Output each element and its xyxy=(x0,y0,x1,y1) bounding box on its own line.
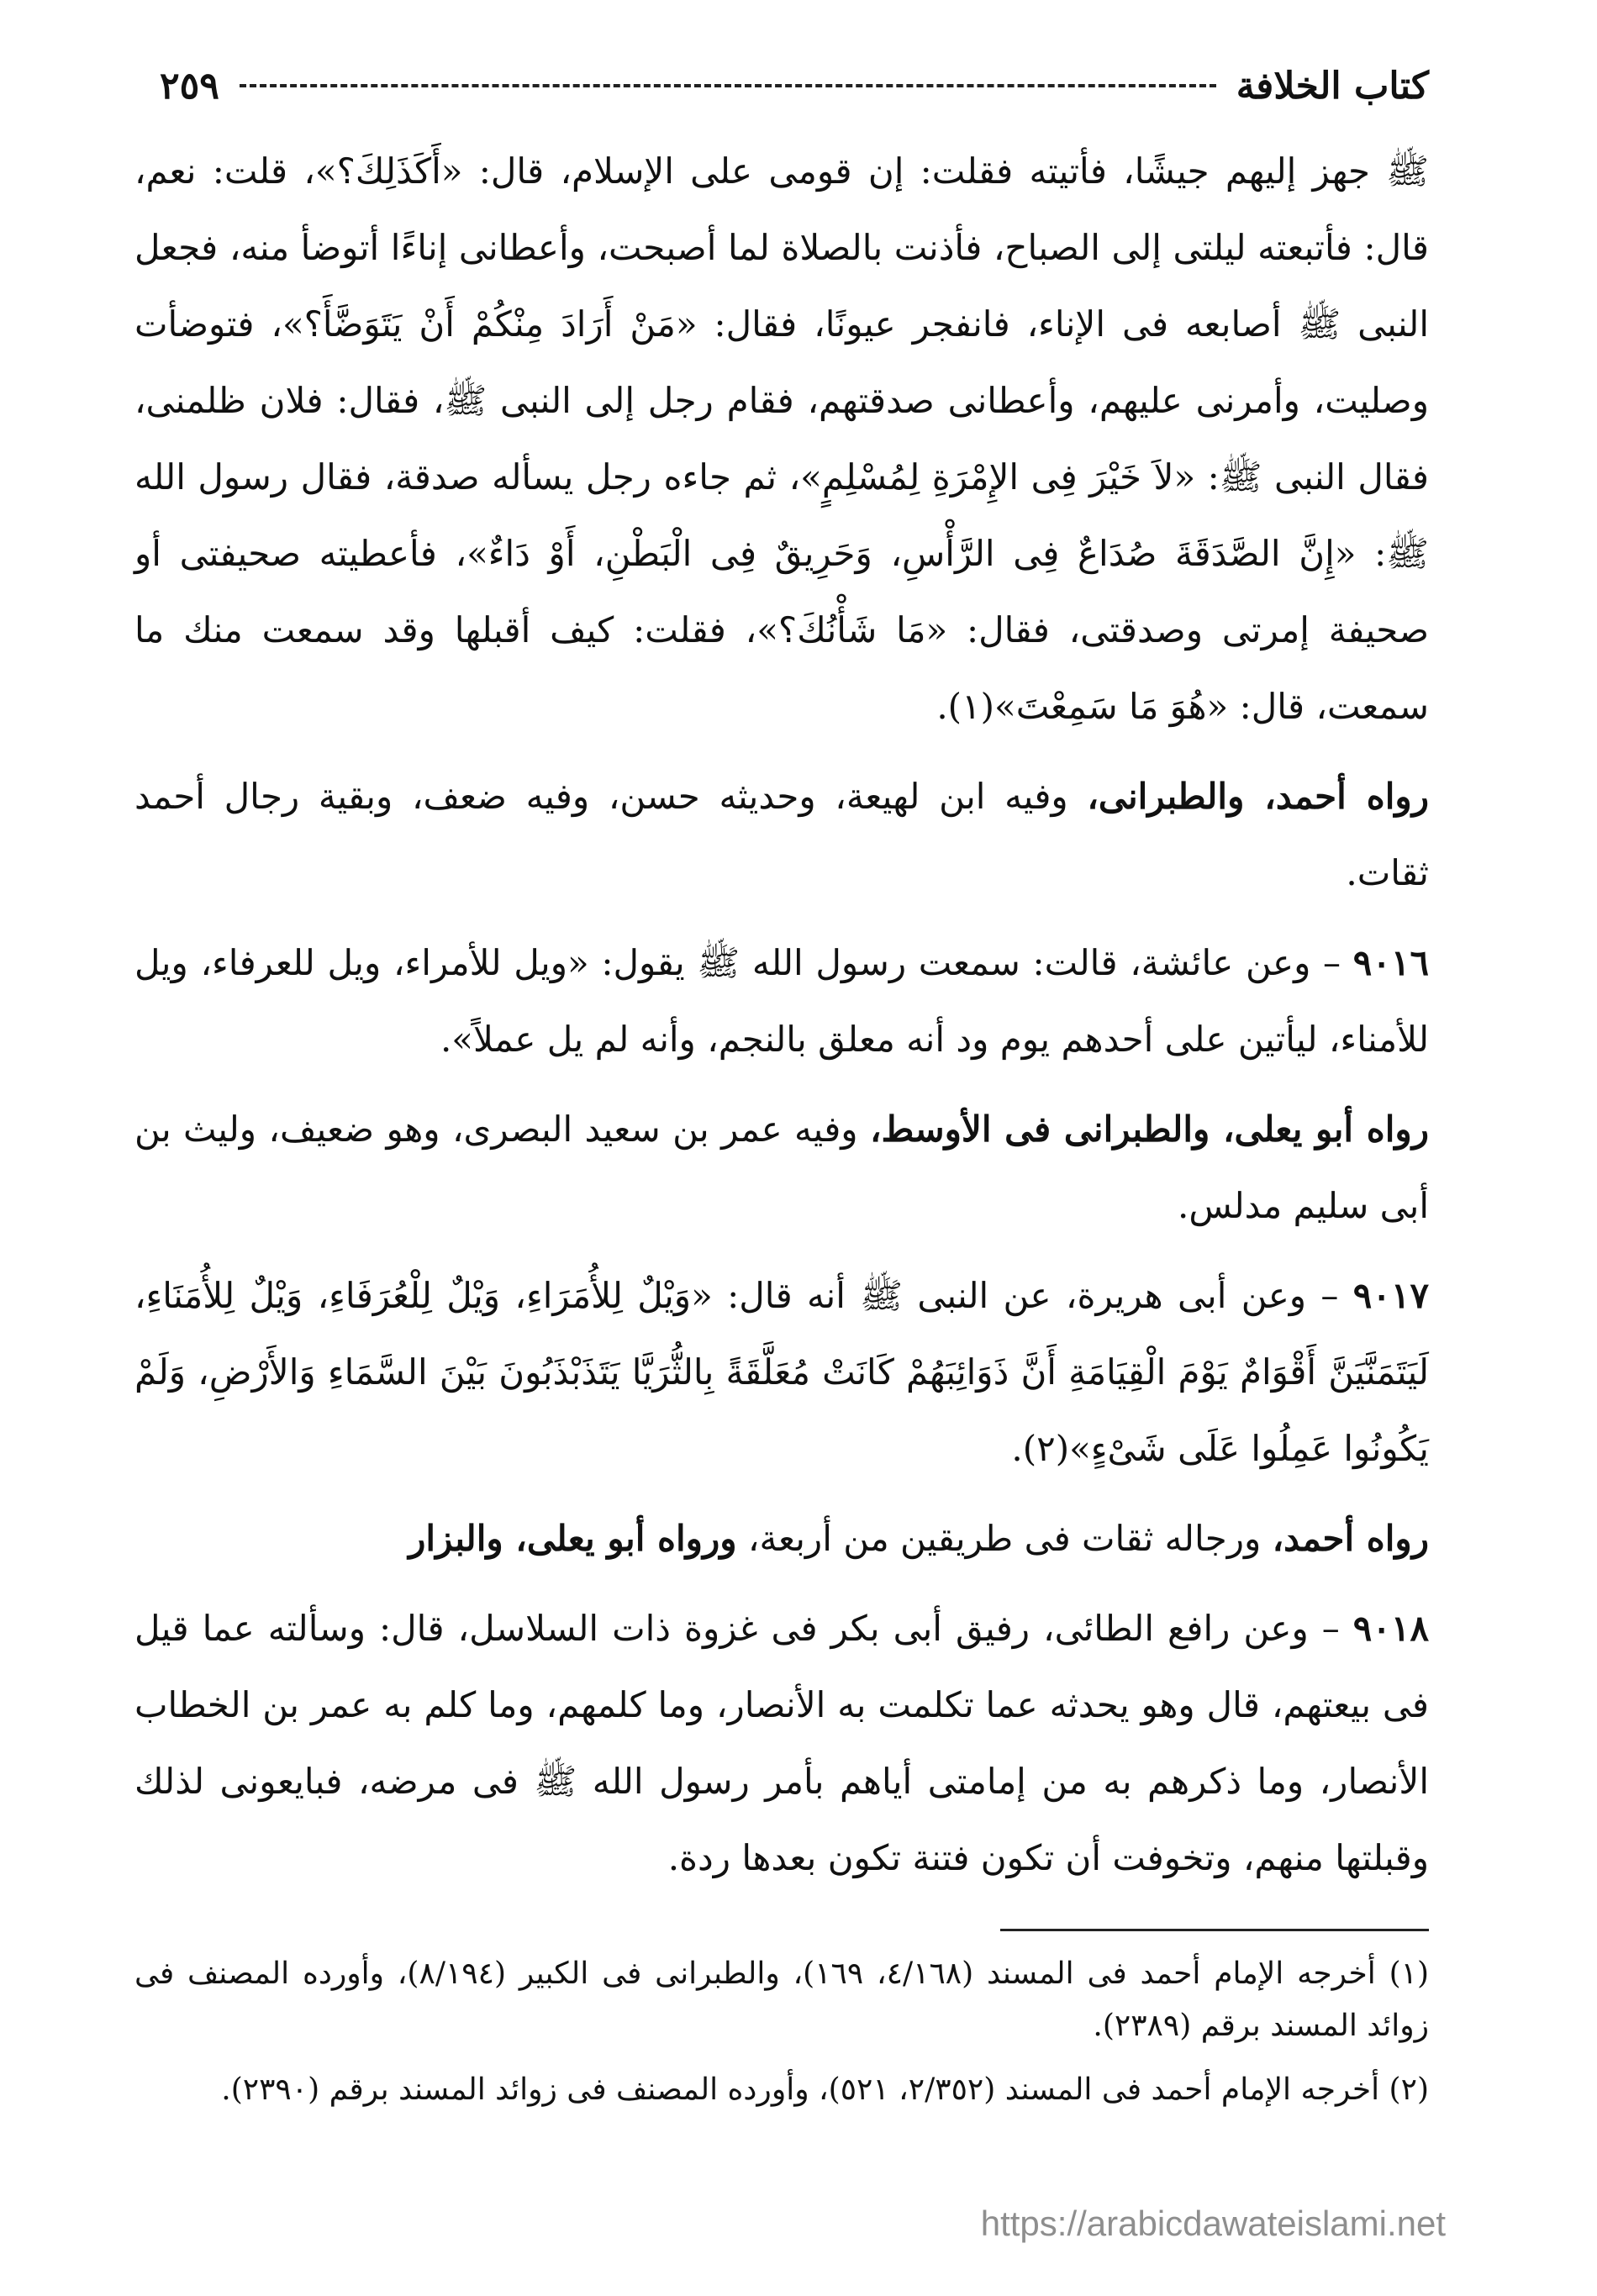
source-attribution-2: ورواه أبو يعلى، والبزار xyxy=(408,1518,737,1559)
site-watermark: https://arabicdawateislami.net xyxy=(980,2204,1446,2243)
text-line: ﷺ جهز إليهم جيشًا، فأتيته فقلت: إن قومى على الإسلام، قال: «أَكَذَلِكَ؟»، قلت: xyxy=(196,150,1429,192)
text-line: نعم، قال: فأتبعته ليلتى إلى الصباح، فأذنت بالصلاة لما أصبحت، وأعطانى إناءًا أتوضأ xyxy=(134,150,1429,268)
chapter-title: كتاب الخلافة xyxy=(1236,64,1429,108)
source-attribution: رواه أبو يعلى، والطبرانى فى الأوسط، xyxy=(869,1109,1429,1150)
text-line: يَتَوَضَّأَ؟»، فتوضأت وصليت، وأمرنى عليهم، وأعطانى صدقتهم، فقام رجل إلى النبى xyxy=(134,303,1429,421)
footnotes xyxy=(134,1948,1429,2128)
hadith-9017 xyxy=(134,1257,1429,1487)
hadith-number: ٩٠١٦ xyxy=(1352,942,1429,983)
source-note xyxy=(134,1091,1429,1244)
hadith-text: – وعن أبى هريرة، عن النبى ﷺ أنه قال: «وَيْلٌ لِلأُمَرَاءِ، وَيْلٌ لِلْعُرَفَاءِ، وَيْلٌ لِلأُمَنَاءِ، لَيَتَمَنَّيَنَّ أَقْوَامٌ يَوْمَ الْقِيَامَةِ أَنَّ ذَوَائِبَهُمْ كَانَتْ مُعَلَّقَةً بِالثُّرَيَّا يَتَذَبْذَبُونَ بَيْنَ السَّمَاءِ وَالأَرْضِ، وَلَمْ يَكُونُوا عَمِلُوا عَلَى شَىْءٍ»(٢). xyxy=(134,1275,1429,1469)
running-head xyxy=(160,61,1429,111)
header-dashed-rule xyxy=(240,84,1216,87)
page-number: ٢٥٩ xyxy=(160,64,219,108)
hadith-text: – وعن عائشة، قالت: سمعت رسول الله ﷺ يقول: «ويل للأمراء، ويل للعرفاء، ويل للأمناء، ليأتين على أحدهم يوم ود أنه معلق بالنجم، وأنه لم يل عملاً». xyxy=(134,942,1429,1060)
hadith-text: – وعن رافع الطائى، رفيق أبى بكر فى غزوة ذات السلاسل، قال: وسألته عما قيل فى بيعتهم، قال وهو يحدثه عما تكلمت به الأنصار، وما كلمهم، وما كلم به عمر بن الخطاب الأنصار، وما ذكرهم به من إمامتى أياهم بأمر رسول الله ﷺ فى مرضه، فبايعونى لذلك وقبلتها منهم، وتخوفت أن تكون فتنة تكون بعدها ردة. xyxy=(134,1608,1429,1878)
footnote-2: (٢) أخرجه الإمام أحمد فى المسند (٢/٣٥٢، ٥٢١)، وأورده المصنف فى زوائد المسند برقم (٢٣٩٠). xyxy=(221,2072,1429,2107)
source-comment: وفيه ابن لهيعة، وحديثه حسن، وفيه ضعف، وبقية رجال أحمد ثقات. xyxy=(134,776,1429,893)
text-line: يسأله صدقة، فقال رسول الله ﷺ: «إِنَّ الصَّدَقَةَ صُدَاعٌ فِى الرَّأْسِ، وَحَرِيقٌ فِى الْبَطْنِ، أَوْ xyxy=(134,456,1429,574)
hadith-9016 xyxy=(134,924,1429,1077)
source-attribution: رواه أحمد، xyxy=(1272,1518,1429,1559)
hadith-number: ٩٠١٧ xyxy=(1352,1275,1429,1316)
text-line: ﷺ، فقال: فلان ظلمنى، فقال النبى ﷺ: «لاَ خَيْرَ فِى الإِمْرَةِ لِمُسْلِمٍ»، ثم جاءه رجل xyxy=(134,380,1429,498)
text-line: أقبلها وقد سمعت منك ما سمعت، قال: «هُوَ مَا سَمِعْتَ»(١). xyxy=(134,609,1429,727)
footnote-1: (١) أخرجه الإمام أحمد فى المسند (٤/١٦٨، ١٦٩)، والطبرانى فى الكبير (٨/١٩٤)، وأورده المصنف فى زوائد المسند برقم (٢٣٨٩). xyxy=(134,1956,1430,2043)
hadith-number: ٩٠١٨ xyxy=(1352,1608,1429,1649)
source-comment: ورجاله ثقات فى طريقين من أربعة، xyxy=(736,1518,1273,1559)
source-attribution: رواه أحمد، والطبرانى، xyxy=(1087,776,1429,817)
footnote-separator xyxy=(1000,1929,1429,1931)
text-line: دَاءٌ»، فأعطيته صحيفتى أو صحيفة إمرتى وصدقتى، فقال: «مَا شَأْنُكَ؟»، فقلت: كيف xyxy=(134,533,1429,650)
hadith-9018 xyxy=(134,1590,1429,1896)
text-line: منه، فجعل النبى ﷺ أصابعه فى الإناء، فانفجر عيونًا، فقال: «مَنْ أَرَادَ مِنْكُمْ أَنْ xyxy=(134,227,1429,345)
source-note xyxy=(134,1500,1429,1577)
main-text xyxy=(134,133,1429,1909)
source-note xyxy=(134,758,1429,911)
source-comment: وفيه عمر بن سعيد البصرى، وهو ضعيف، وليث بن أبى سليم مدلس. xyxy=(134,1109,1429,1226)
hadith-continuation xyxy=(134,133,1429,745)
